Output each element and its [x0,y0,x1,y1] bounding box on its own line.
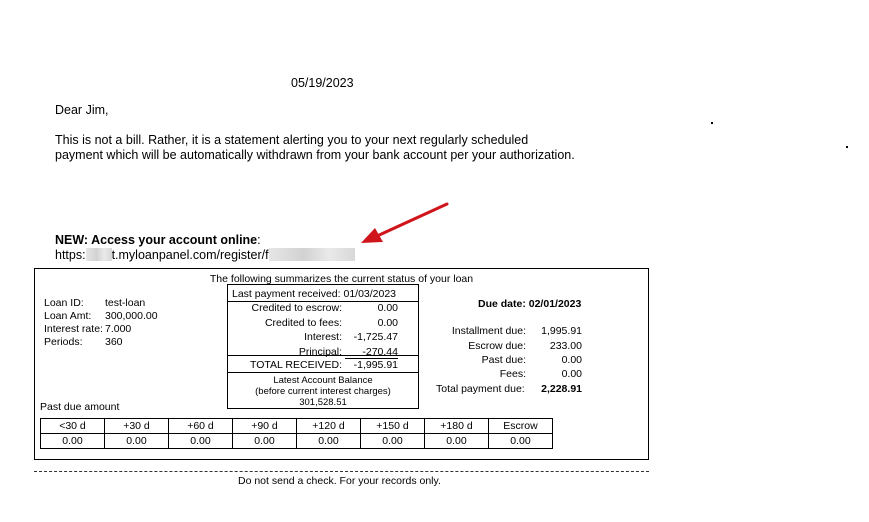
access-online-heading [55,233,261,247]
body-line-1: This is not a bill. Rather, it is a statement alerting you to your next regularly scheduled [55,133,529,147]
statement-date: 05/19/2023 [291,76,354,90]
header-cell: +180 d [425,419,489,434]
value-cell: 0.00 [41,434,105,449]
value-cell: 0.00 [489,434,553,449]
total-received-value: -1,995.91 [353,359,398,371]
access-heading-text: NEW: Access your account online [55,233,258,247]
past-due-header-row [41,419,553,434]
header-cell: Escrow [489,419,553,434]
fees-value: 0.00 [561,368,582,380]
header-cell: +150 d [361,419,425,434]
total-received-label: TOTAL RECEIVED: [250,359,342,371]
installment-due-label: Installment due: [451,325,526,337]
interest-rate-label: Interest rate: [44,323,103,335]
value-cell: 0.00 [233,434,297,449]
red-arrow-annotation [355,198,455,250]
footer-note: Do not send a check. For your records only. [238,475,441,487]
value-cell: 0.00 [425,434,489,449]
tear-line [34,471,649,472]
redacted-url-part [86,248,112,261]
value-cell: 0.00 [361,434,425,449]
body-line-2: payment which will be automatically withdrawn from your bank account per your authorization. [55,148,575,162]
loan-amt-value: 300,000.00 [105,310,158,322]
loan-id-label: Loan ID: [44,297,84,309]
header-cell: +60 d [169,419,233,434]
balance-title: Latest Account Balance [273,375,373,386]
header-cell: <30 d [41,419,105,434]
balance-subtitle: (before current interest charges) [255,386,391,397]
due-date: Due date: 02/01/2023 [478,298,582,310]
escrow-due-label: Escrow due: [468,340,526,352]
access-heading-colon: : [257,233,261,247]
header-cell: +30 d [105,419,169,434]
total-payment-due-label: Total payment due: [436,383,525,395]
header-cell: +90 d [233,419,297,434]
value-cell: 0.00 [169,434,233,449]
principal-label: Principal: [298,346,342,358]
redacted-url-part [269,248,355,261]
interest-value: -1,725.47 [353,331,398,343]
interest-label: Interest: [304,331,342,343]
scan-speck [711,122,713,124]
value-cell: 0.00 [297,434,361,449]
last-payment-received: Last payment received: 01/03/2023 [232,288,397,300]
divider [227,355,419,356]
installment-due-value: 1,995.91 [541,325,582,337]
periods-label: Periods: [44,336,83,348]
past-due-label: Past due: [481,354,526,366]
divider [227,372,419,373]
summary-header: The following summarizes the current status of your loan [209,273,474,285]
past-due-title: Past due amount [40,401,120,413]
register-url[interactable] [55,248,355,262]
past-due-table [40,418,553,449]
header-cell: +120 d [297,419,361,434]
credited-fees-label: Credited to fees: [264,317,342,329]
escrow-due-value: 233.00 [549,340,582,352]
url-prefix: https: [55,248,86,262]
credited-escrow-value: 0.00 [377,302,398,314]
credited-escrow-label: Credited to escrow: [251,302,342,314]
balance-value: 301,528.51 [299,397,347,408]
principal-value: -270.44 [362,346,398,358]
url-middle: t.myloanpanel.com/register/f [111,248,269,262]
past-due-value-row [41,434,553,449]
greeting: Dear Jim, [55,103,109,117]
fees-label: Fees: [499,368,526,380]
loan-id-value: test-loan [105,297,146,309]
past-due-value: 0.00 [561,354,582,366]
loan-amt-label: Loan Amt: [44,310,92,322]
periods-value: 360 [105,336,123,348]
interest-rate-value: 7.000 [105,323,132,335]
scan-speck [846,146,848,148]
credited-fees-value: 0.00 [377,317,398,329]
value-cell: 0.00 [105,434,169,449]
total-payment-due-value: 2,228.91 [541,383,582,395]
